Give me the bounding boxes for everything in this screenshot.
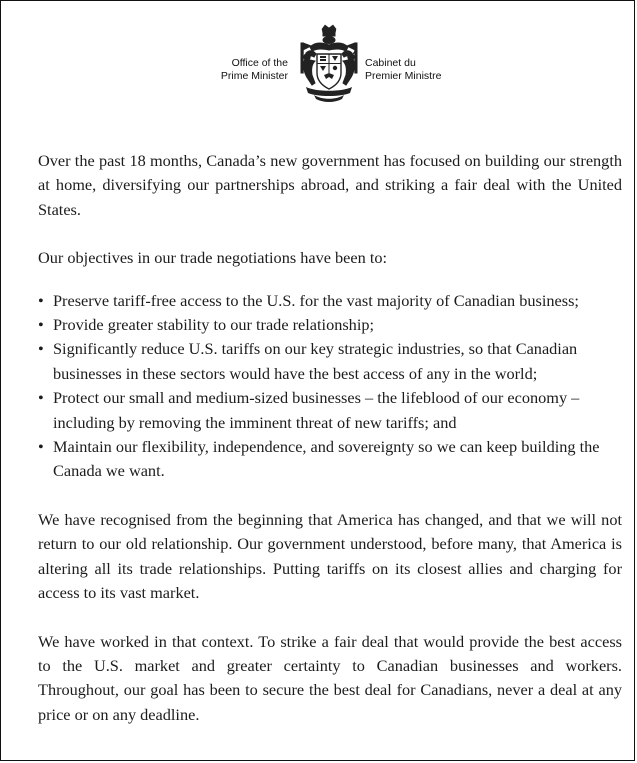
paragraph-context: We have worked in that context. To strike a fair deal that would provide the best access to the U.S. market and greater certainty to Canadian businesses and workers. Throughout, our goal has been to secure the best deal for Canadians, never a deal at any price or on any deadline. — [38, 631, 622, 724]
office-name-english-line1: Office of the — [231, 57, 288, 69]
paragraph-objectives-lead: Our objectives in our trade negotiations have been to: — [38, 248, 388, 268]
paragraph-intro: Over the past 18 months, Canada’s new government has focused on building our strength at home, diversifying our partnerships abroad, and striking a fair deal with the United States. — [38, 151, 622, 219]
office-name-french — [365, 57, 441, 83]
coat-of-arms-of-canada-icon — [296, 23, 362, 105]
office-name-french-line1: Cabinet du — [365, 57, 416, 69]
bullet-icon: • — [38, 290, 44, 310]
list-item-text: Significantly reduce U.S. tariffs on our key strategic industries, so that Canadian businesses in these sectors would have the best access of any in the world; — [53, 339, 578, 383]
letter-body — [38, 149, 622, 727]
objectives-list — [38, 289, 622, 484]
bullet-icon: • — [38, 339, 44, 359]
list-item — [38, 435, 622, 484]
list-item-text: Preserve tariff-free access to the U.S. for the vast majority of Canadian business; — [53, 290, 579, 310]
paragraph-america-changed: We have recognised from the beginning that America has changed, and that we will not return to our old relationship. Our government understood, before many, that America is altering all its trade relationships. Putting tariffs on its closest allies and charging for access to its vast market. — [38, 509, 622, 603]
bullet-icon: • — [38, 388, 44, 408]
list-item — [38, 289, 622, 313]
bullet-icon: • — [38, 315, 44, 335]
list-item-text: Provide greater stability to our trade relationship; — [53, 315, 375, 335]
list-item-text: Protect our small and medium-sized businesses – the lifeblood of our economy – including by removing the imminent threat of new tariffs; and — [53, 388, 580, 432]
list-item — [38, 337, 622, 386]
office-name-english-line2: Prime Minister — [220, 70, 288, 82]
list-item-text: Maintain our flexibility, independence, and sovereignty so we can keep building the Canada we want. — [53, 437, 600, 481]
list-item — [38, 386, 622, 435]
letterhead — [1, 23, 635, 105]
bullet-icon: • — [38, 437, 44, 457]
office-name-french-line2: Premier Ministre — [365, 70, 442, 82]
office-name-english — [221, 57, 288, 83]
list-item — [38, 313, 622, 337]
